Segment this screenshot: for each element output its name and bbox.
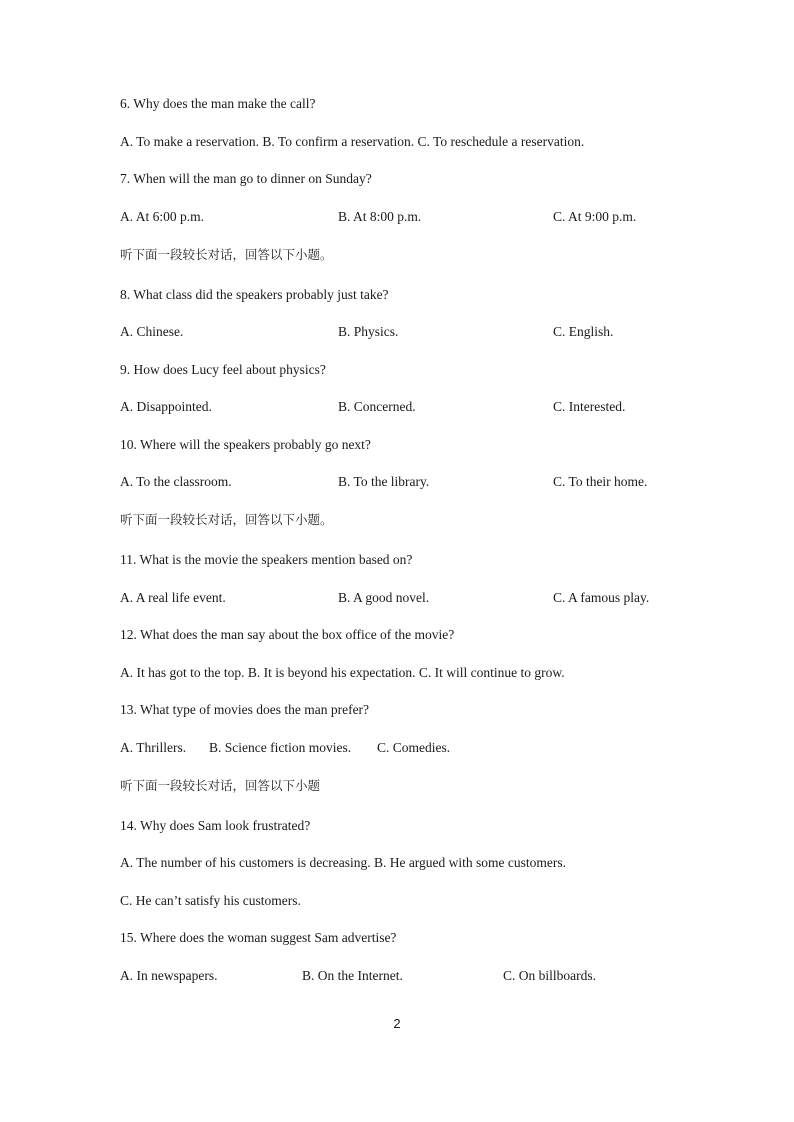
question-9-stem: 9. How does Lucy feel about physics? [120,362,326,377]
question-13-option-a: A. Thrillers. [120,740,187,755]
question-8-stem: 8. What class did the speakers probably just take? [120,287,389,302]
section-instruction-3: 听下面一段较长对话，回答以下小题 [120,778,321,793]
question-7-option-c: C. At 9:00 p.m. [553,209,637,224]
question-10-stem: 10. Where will the speakers probably go next? [120,437,371,452]
question-14-options-line-1: A. The number of his customers is decreasing. B. He argued with some customers. [120,855,567,870]
question-8-option-c: C. English. [553,324,614,339]
question-6-options: A. To make a reservation. B. To confirm a reservation. C. To reschedule a reservation. [120,134,585,149]
question-12-options: A. It has got to the top. B. It is beyond his expectation. C. It will continue to grow. [120,665,565,680]
question-13-option-c: C. Comedies. [377,740,451,755]
question-11-option-c: C. A famous play. [553,590,650,605]
question-7-option-b: B. At 8:00 p.m. [338,209,422,224]
question-9-option-b: B. Concerned. [338,399,416,414]
question-15-option-c: C. On billboards. [503,968,596,983]
question-7-options [120,207,680,227]
question-7-option-a: A. At 6:00 p.m. [120,209,205,224]
question-10-option-a: A. To the classroom. [120,474,232,489]
question-11-stem: 11. What is the movie the speakers mention based on? [120,552,413,567]
question-6-stem: 6. Why does the man make the call? [120,96,316,111]
question-8-option-b: B. Physics. [338,324,399,339]
question-13-options [120,738,680,758]
question-15-option-b: B. On the Internet. [302,968,403,983]
question-10-options [120,472,680,492]
question-8-option-a: A. Chinese. [120,324,184,339]
question-14-stem: 14. Why does Sam look frustrated? [120,818,311,833]
question-11-option-a: A. A real life event. [120,590,226,605]
question-15-options [120,966,680,986]
section-instruction-2: 听下面一段较长对话，回答以下小题。 [120,512,333,527]
question-13-stem: 13. What type of movies does the man prefer? [120,702,370,717]
section-instruction-1: 听下面一段较长对话，回答以下小题。 [120,247,333,262]
question-8-options [120,322,680,342]
question-12-stem: 12. What does the man say about the box office of the movie? [120,627,455,642]
question-13-option-b: B. Science fiction movies. [209,740,352,755]
page-number: 2 [393,1016,401,1031]
question-7-stem: 7. When will the man go to dinner on Sunday? [120,171,372,186]
question-10-option-c: C. To their home. [553,474,648,489]
question-11-option-b: B. A good novel. [338,590,430,605]
question-9-option-a: A. Disappointed. [120,399,212,414]
question-15-option-a: A. In newspapers. [120,968,218,983]
question-14-options-line-2: C. He can’t satisfy his customers. [120,893,301,908]
question-10-option-b: B. To the library. [338,474,430,489]
question-15-stem: 15. Where does the woman suggest Sam advertise? [120,930,397,945]
question-11-options [120,588,680,608]
question-9-option-c: C. Interested. [553,399,626,414]
question-9-options [120,397,680,417]
